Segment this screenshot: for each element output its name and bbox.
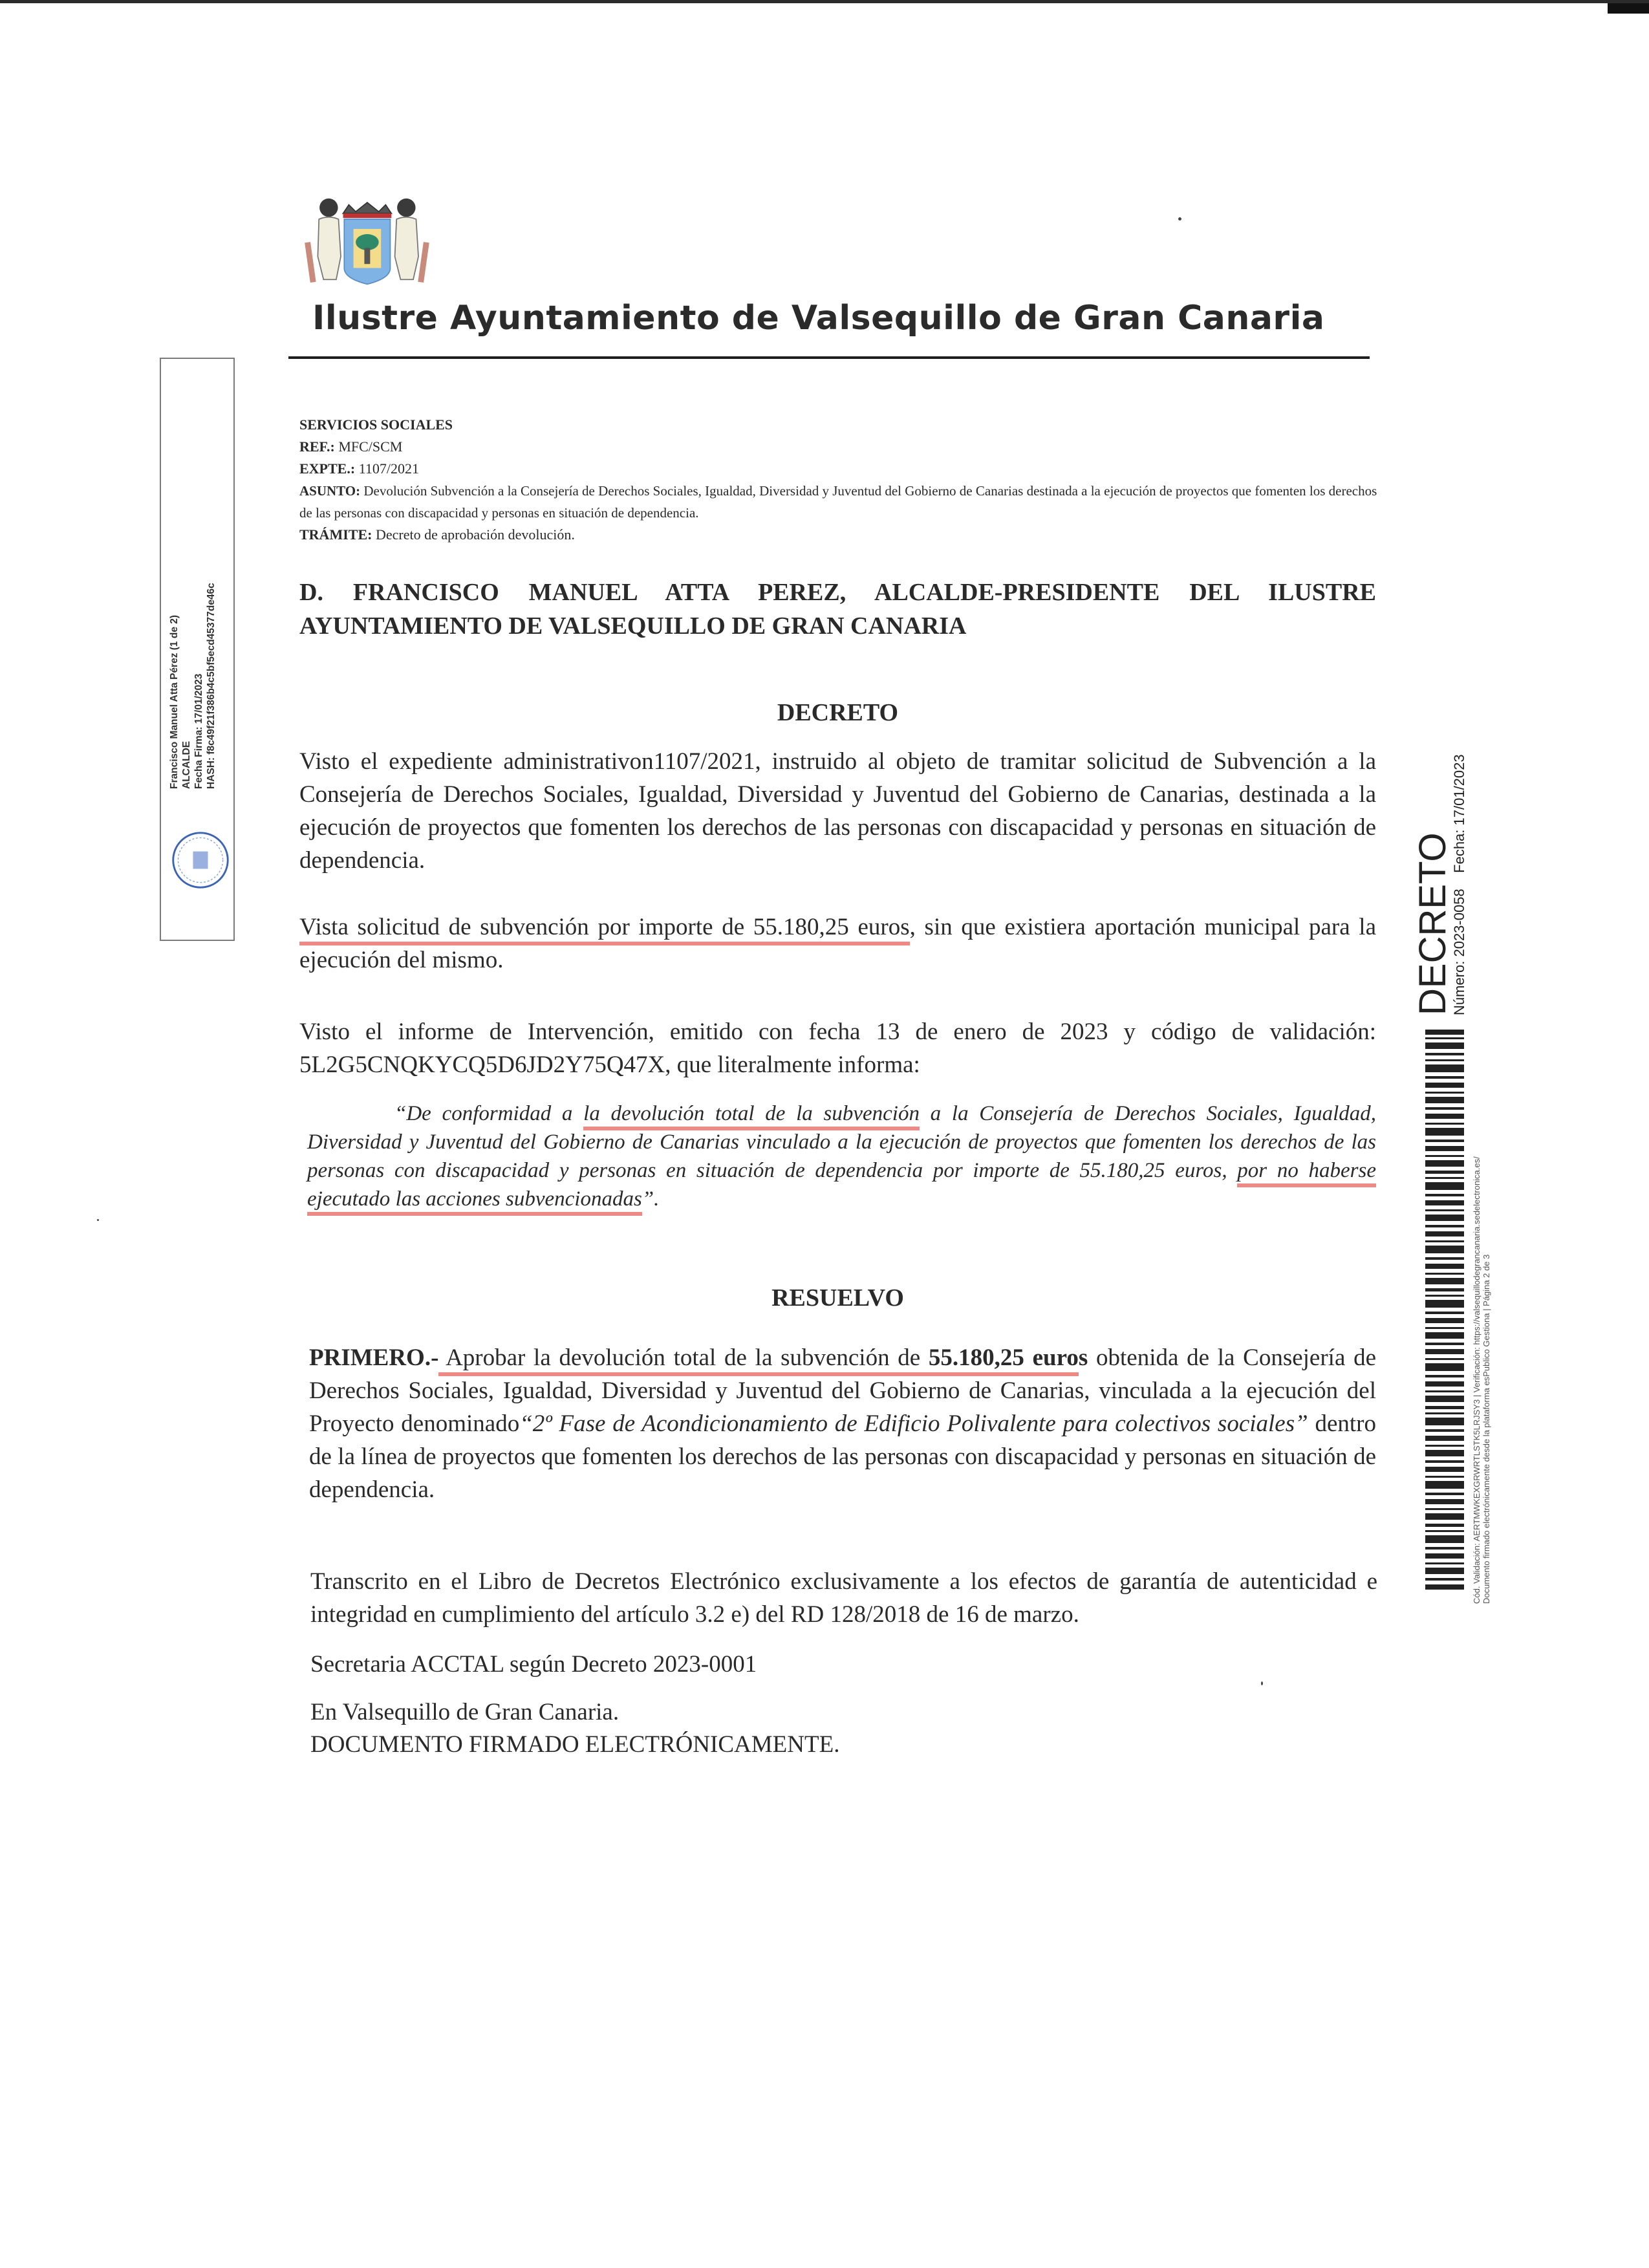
signed-electronically-line: DOCUMENTO FIRMADO ELECTRÓNICAMENTE. [310,1731,840,1758]
quote-highlight-1: la devolución total de la subvención [583,1102,920,1130]
decree-stamp-number-date [1451,754,1468,1015]
resolution-text-b: dentro de la línea de proyectos que fomenten los derechos de las personas con discapacidad y personas en situación de dependencia. [309,1410,1376,1503]
quote-part-a: “De conformidad a [394,1102,584,1125]
document-meta [299,414,1379,546]
signature-hash: HASH: f8c49f21f386b4c5bf5ecd45377de46c [206,583,217,789]
ref-label: REF.: [299,438,335,455]
asunto-value: Devolución Subvención a la Consejería de Derechos Sociales, Igualdad, Diversidad y Juventud del Gobierno de Canarias destinada a la ejecución de proyectos que fomenten los derechos de las personas con discapacidad y personas en situación de dependencia. [299,483,1377,521]
department: SERVICIOS SOCIALES [299,416,453,433]
quote-part-c: ”. [641,1187,660,1211]
barcode-icon [1425,1030,1477,1599]
resolution-highlight [438,1345,1078,1376]
intervention-quote [307,1099,1376,1213]
signer-role: ALCALDE [181,740,192,789]
municipal-seal-icon [169,829,232,891]
quote-part-b: a la Consejería de Derechos Sociales, Igualdad, Diversidad y Juventud del Gobierno de Canarias vinculado a la ejecución de proyectos que fomenten los derechos de las personas con discapacidad y personas en situación de dependencia por importe de 55.180,25 euros, [307,1102,1376,1182]
asunto-label: ASUNTO: [299,483,361,499]
validation-code-line: Cód. Validación: AERTMWKEXGRWRTLSTK5LRJSY3 | Verificación: https://valsequillodegrancanaria.sedelectronica.es/ [1472,1156,1482,1604]
resolution-amount-tail: s [1078,1345,1088,1371]
decree-stamp-title: DECRETO [1412,832,1454,1015]
ref-value: MFC/SCM [338,438,403,455]
secretaria-line: Secretaria ACCTAL según Decreto 2023-0001 [310,1651,757,1678]
signer-name: Francisco Manuel Atta Pérez (1 de 2) [169,614,180,789]
place-line: En Valsequillo de Gran Canaria. [310,1699,620,1725]
resolution-amount: 55.180,25 euro [928,1345,1079,1371]
signature-date: Fecha Firma: 17/01/2023 [193,673,204,789]
official-heading: D. FRANCISCO MANUEL ATTA PEREZ, ALCALDE-PRESIDENTE DEL ILUSTRE AYUNTAMIENTO DE VALSEQUILLO DE GRAN CANARIA [299,579,1376,640]
paragraph-informe: Visto el informe de Intervención, emitido con fecha 13 de enero de 2023 y código de validación: 5L2G5CNQKYCQ5D6JD2Y75Q47X, que literalmente informa: [299,1019,1376,1078]
scan-edge [0,0,1649,3]
transcrito-paragraph: Transcrito en el Libro de Decretos Electrónico exclusivamente a los efectos de garantía de autenticidad e integridad en cumplimiento del artículo 3.2 e) del RD 128/2018 de 16 de marzo. [310,1568,1377,1628]
verification-text [1472,1156,1491,1604]
paragraph-expediente [299,745,1376,877]
quote-highlight-2: por no haberse ejecutado las acciones subvencionadas [307,1159,1376,1216]
decree-date: Fecha: 17/01/2023 [1451,754,1467,873]
paragraph-expediente-text: Visto el expediente administrativon1107/2021, instruido al objeto de tramitar solicitud de Subvención a la Consejería de Derechos Sociales, Igualdad, Diversidad y Juventud del Gobierno de Canarias, destinada a la ejecución de proyectos que fomenten los derechos de las personas con discapacidad y personas en situación de dependencia. [299,748,1376,874]
expte-value: 1107/2021 [358,460,419,477]
decree-stamp [1412,754,1468,1015]
paragraph-solicitud-rest: , sin que existiera aportación municipal para la ejecución del mismo. [299,914,1376,973]
paragraph-solicitud [299,911,1376,977]
resuelvo-title: RESUELVO [771,1284,904,1312]
resolution-highlight-text: Aprobar la devolución total de la subvención de [438,1345,929,1371]
resolution-primero [309,1341,1376,1506]
scan-speck [97,1219,99,1221]
decree-number: Número: 2023-0058 [1451,889,1467,1015]
project-name: “2º Fase de Acondicionamiento de Edificio Polivalente para colectivos sociales” [519,1410,1308,1437]
signed-platform-line: Documento firmado electrónicamente desde la plataforma esPublico Gestiona | Página 2 de 3 [1482,1254,1491,1604]
signature-stamp-text [168,388,233,789]
tramite-value: Decreto de aprobación devolución. [375,526,575,543]
resolution-text-a: obtenida de la Consejería de Derechos Sociales, Igualdad, Diversidad y Juventud del Gobierno de Canarias, vinculada a la ejecución del Proyecto denominado [309,1345,1376,1437]
primero-label: PRIMERO.- [309,1345,439,1371]
scan-edge-corner [1608,3,1649,14]
organization-title: Ilustre Ayuntamiento de Valsequillo de Gran Canaria [312,299,1325,338]
decreto-title: DECRETO [777,699,899,726]
highlight-solicitud: Vista solicitud de subvención por importe de 55.180,25 euros [299,914,910,945]
scan-speck [1178,217,1181,221]
scan-speck [1261,1681,1263,1685]
coat-of-arms-icon [301,188,442,291]
header-divider [288,356,1370,359]
tramite-label: TRÁMITE: [299,526,372,543]
expte-label: EXPTE.: [299,460,356,477]
